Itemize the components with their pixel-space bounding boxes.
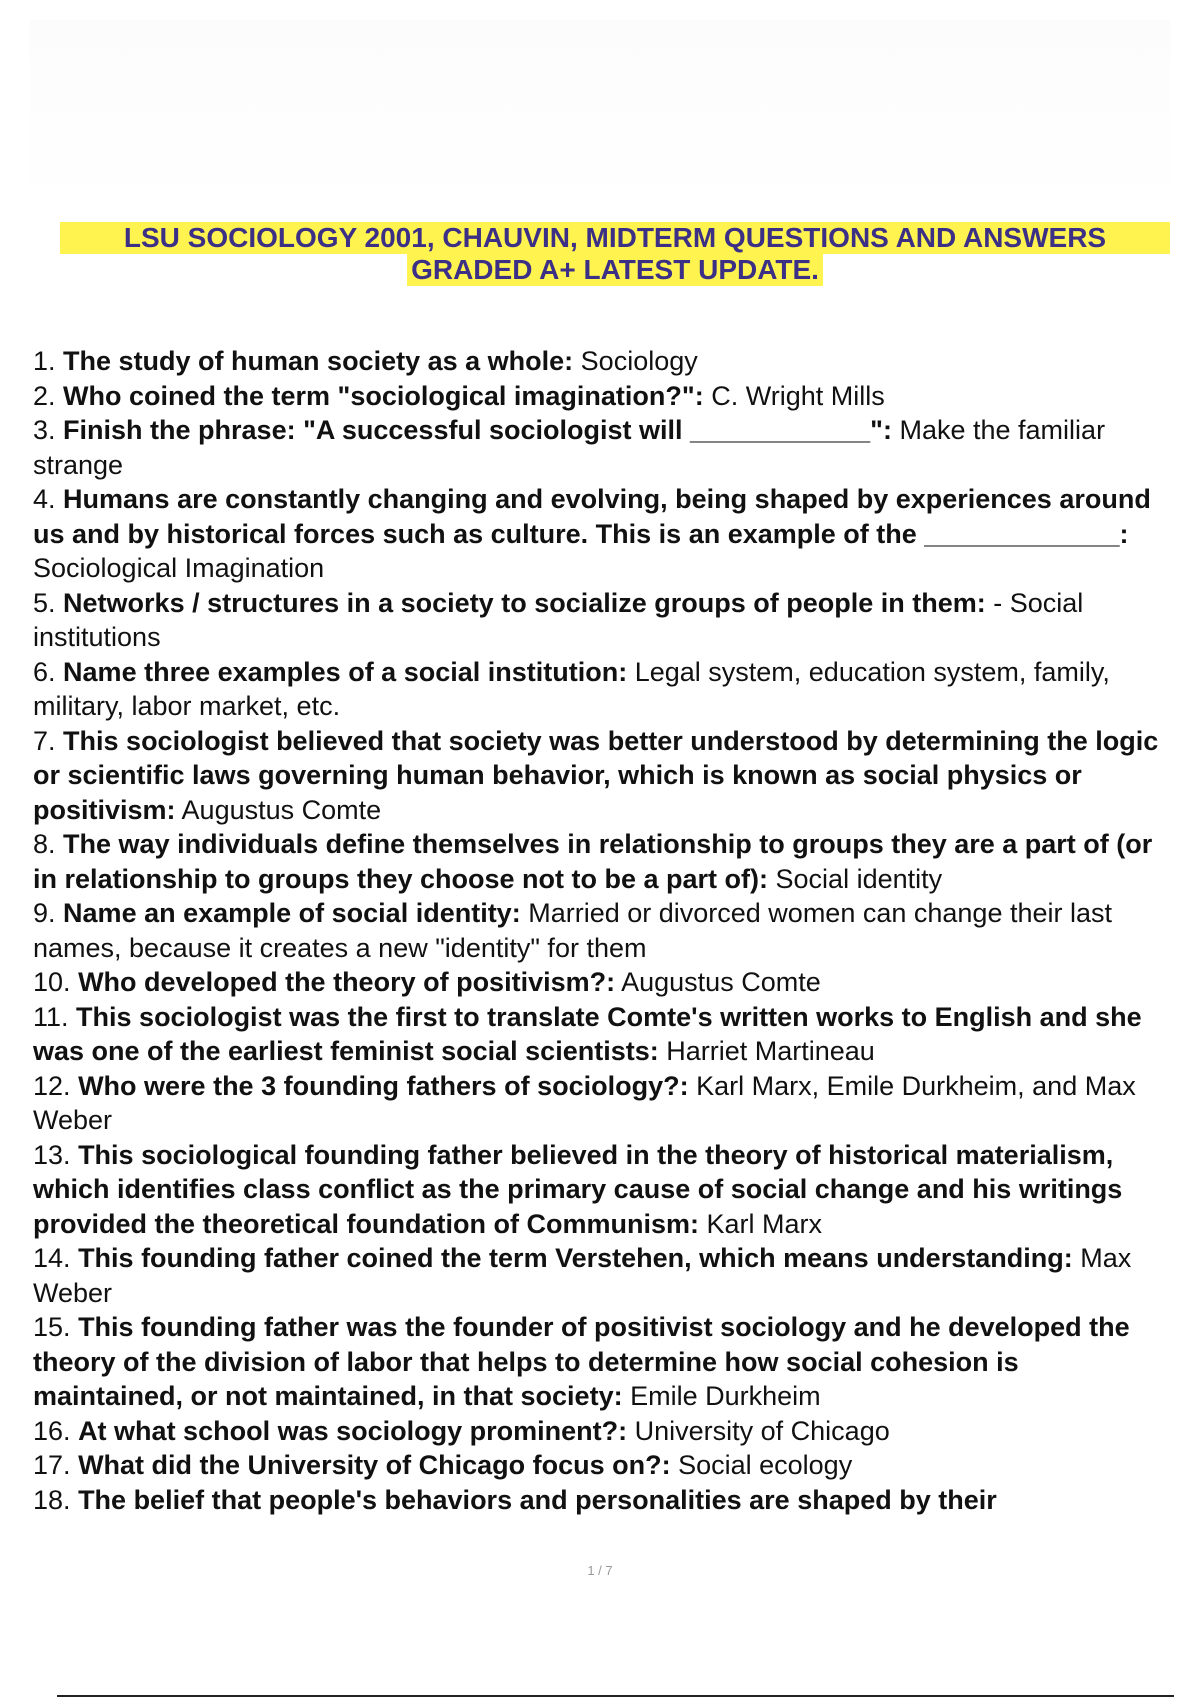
item-number: 5. bbox=[33, 587, 56, 618]
answer-text: - Social institutions bbox=[33, 587, 1084, 652]
qa-item bbox=[33, 896, 1171, 965]
item-number: 15. bbox=[33, 1312, 71, 1342]
item-number: 3. bbox=[33, 415, 56, 445]
qa-item bbox=[33, 586, 1171, 655]
answer-text: Karl Marx, Emile Durkheim, and Max Weber bbox=[33, 1070, 1136, 1135]
answer-text: Augustus Comte bbox=[181, 794, 382, 825]
page-bottom-rule bbox=[57, 1695, 1174, 1697]
title-line-1: LSU SOCIOLOGY 2001, CHAUVIN, MIDTERM QUESTIONS AND ANSWERS bbox=[60, 222, 1170, 254]
item-number: 8. bbox=[33, 829, 56, 859]
qa-item bbox=[33, 724, 1171, 828]
question-text: This founding father coined the term Verstehen, which means understanding: bbox=[78, 1243, 1073, 1273]
question-text: The way individuals define themselves in relationship to groups they are a part of (or in relationship to groups they choose not to be a part of): bbox=[33, 829, 1153, 894]
item-number: 4. bbox=[33, 484, 56, 514]
answer-text: Legal system, education system, family, military, labor market, etc. bbox=[33, 656, 1110, 721]
question-answer-list bbox=[33, 344, 1171, 1517]
question-text: The study of human society as a whole: bbox=[63, 346, 574, 376]
document-title bbox=[60, 222, 1170, 286]
qa-item bbox=[33, 965, 1171, 1000]
item-number: 12. bbox=[33, 1070, 71, 1101]
question-text: Networks / structures in a society to socialize groups of people in them: bbox=[63, 587, 986, 618]
item-number: 9. bbox=[33, 898, 56, 928]
item-number: 11. bbox=[33, 1001, 69, 1032]
qa-item bbox=[33, 1069, 1171, 1138]
answer-text: University of Chicago bbox=[634, 1415, 890, 1446]
qa-item bbox=[33, 1310, 1171, 1414]
item-number: 7. bbox=[33, 725, 56, 756]
item-number: 17. bbox=[33, 1450, 71, 1480]
question-text: Name an example of social identity: bbox=[63, 898, 521, 928]
question-text: This sociological founding father believed in the theory of historical materialism, which identifies class conflict as the primary cause of social change and his writings provided the theoretical foundation of Communism: bbox=[33, 1139, 1123, 1239]
item-number: 1. bbox=[33, 346, 56, 376]
qa-item bbox=[33, 1448, 1171, 1483]
page-indicator: 1 / 7 bbox=[587, 1563, 613, 1578]
qa-item bbox=[33, 827, 1171, 896]
qa-item bbox=[33, 1414, 1171, 1449]
qa-item bbox=[33, 413, 1171, 482]
question-text: Who were the 3 founding fathers of sociology?: bbox=[78, 1070, 689, 1101]
qa-item bbox=[33, 655, 1171, 724]
answer-text: Augustus Comte bbox=[621, 967, 821, 997]
qa-item bbox=[33, 1138, 1171, 1242]
answer-text: Karl Marx bbox=[706, 1208, 823, 1239]
answer-text: Married or divorced women can change their last names, because it creates a new "identity" for them bbox=[33, 898, 1113, 963]
answer-text: Make the familiar strange bbox=[33, 415, 1106, 480]
item-number: 6. bbox=[33, 656, 56, 687]
question-text: This sociologist believed that society was better understood by determining the logic or scientific laws governing human behavior, which is known as social physics or positivism: bbox=[33, 725, 1159, 825]
item-number: 18. bbox=[33, 1484, 71, 1515]
question-text: What did the University of Chicago focus on?: bbox=[78, 1450, 671, 1480]
answer-text: Harriet Martineau bbox=[666, 1036, 875, 1066]
question-text: Who developed the theory of positivism?: bbox=[78, 967, 616, 997]
question-text: Finish the phrase: "A successful sociologist will ____________": bbox=[63, 415, 892, 445]
question-text: Humans are constantly changing and evolving, being shaped by experiences around us and by historical forces such as culture. This is an example of the _____________: bbox=[33, 484, 1151, 549]
qa-item bbox=[33, 482, 1171, 586]
answer-text: C. Wright Mills bbox=[711, 380, 885, 411]
answer-text: Social ecology bbox=[678, 1450, 853, 1480]
qa-item bbox=[33, 379, 1171, 414]
answer-text: Social identity bbox=[775, 863, 943, 894]
question-text: The belief that people's behaviors and personalities are shaped by their bbox=[78, 1484, 997, 1515]
answer-text: Sociology bbox=[580, 346, 698, 376]
item-number: 14. bbox=[33, 1243, 71, 1273]
question-text: Name three examples of a social institution: bbox=[63, 656, 628, 687]
question-text: At what school was sociology prominent?: bbox=[78, 1415, 628, 1446]
answer-text: Sociological Imagination bbox=[33, 553, 325, 583]
question-text: This sociologist was the first to translate Comte's written works to English and she was one of the earliest feminist social scientists: bbox=[33, 1001, 1142, 1066]
qa-item bbox=[33, 1241, 1171, 1310]
question-text: This founding father was the founder of positivist sociology and he developed the theory of the division of labor that helps to determine how social cohesion is maintained, or not maintained, in that society: bbox=[33, 1312, 1130, 1411]
item-number: 2. bbox=[33, 380, 56, 411]
answer-text: Max Weber bbox=[33, 1243, 1132, 1308]
qa-item bbox=[33, 1000, 1171, 1069]
title-line-2: GRADED A+ LATEST UPDATE. bbox=[407, 254, 823, 286]
item-number: 16. bbox=[33, 1415, 71, 1446]
answer-text: Emile Durkheim bbox=[630, 1381, 821, 1411]
question-text: Who coined the term "sociological imagination?": bbox=[63, 380, 704, 411]
qa-item bbox=[33, 344, 1171, 379]
item-number: 10. bbox=[33, 967, 71, 997]
item-number: 13. bbox=[33, 1139, 71, 1170]
qa-item bbox=[33, 1483, 1171, 1518]
faded-header-area bbox=[30, 20, 1170, 210]
